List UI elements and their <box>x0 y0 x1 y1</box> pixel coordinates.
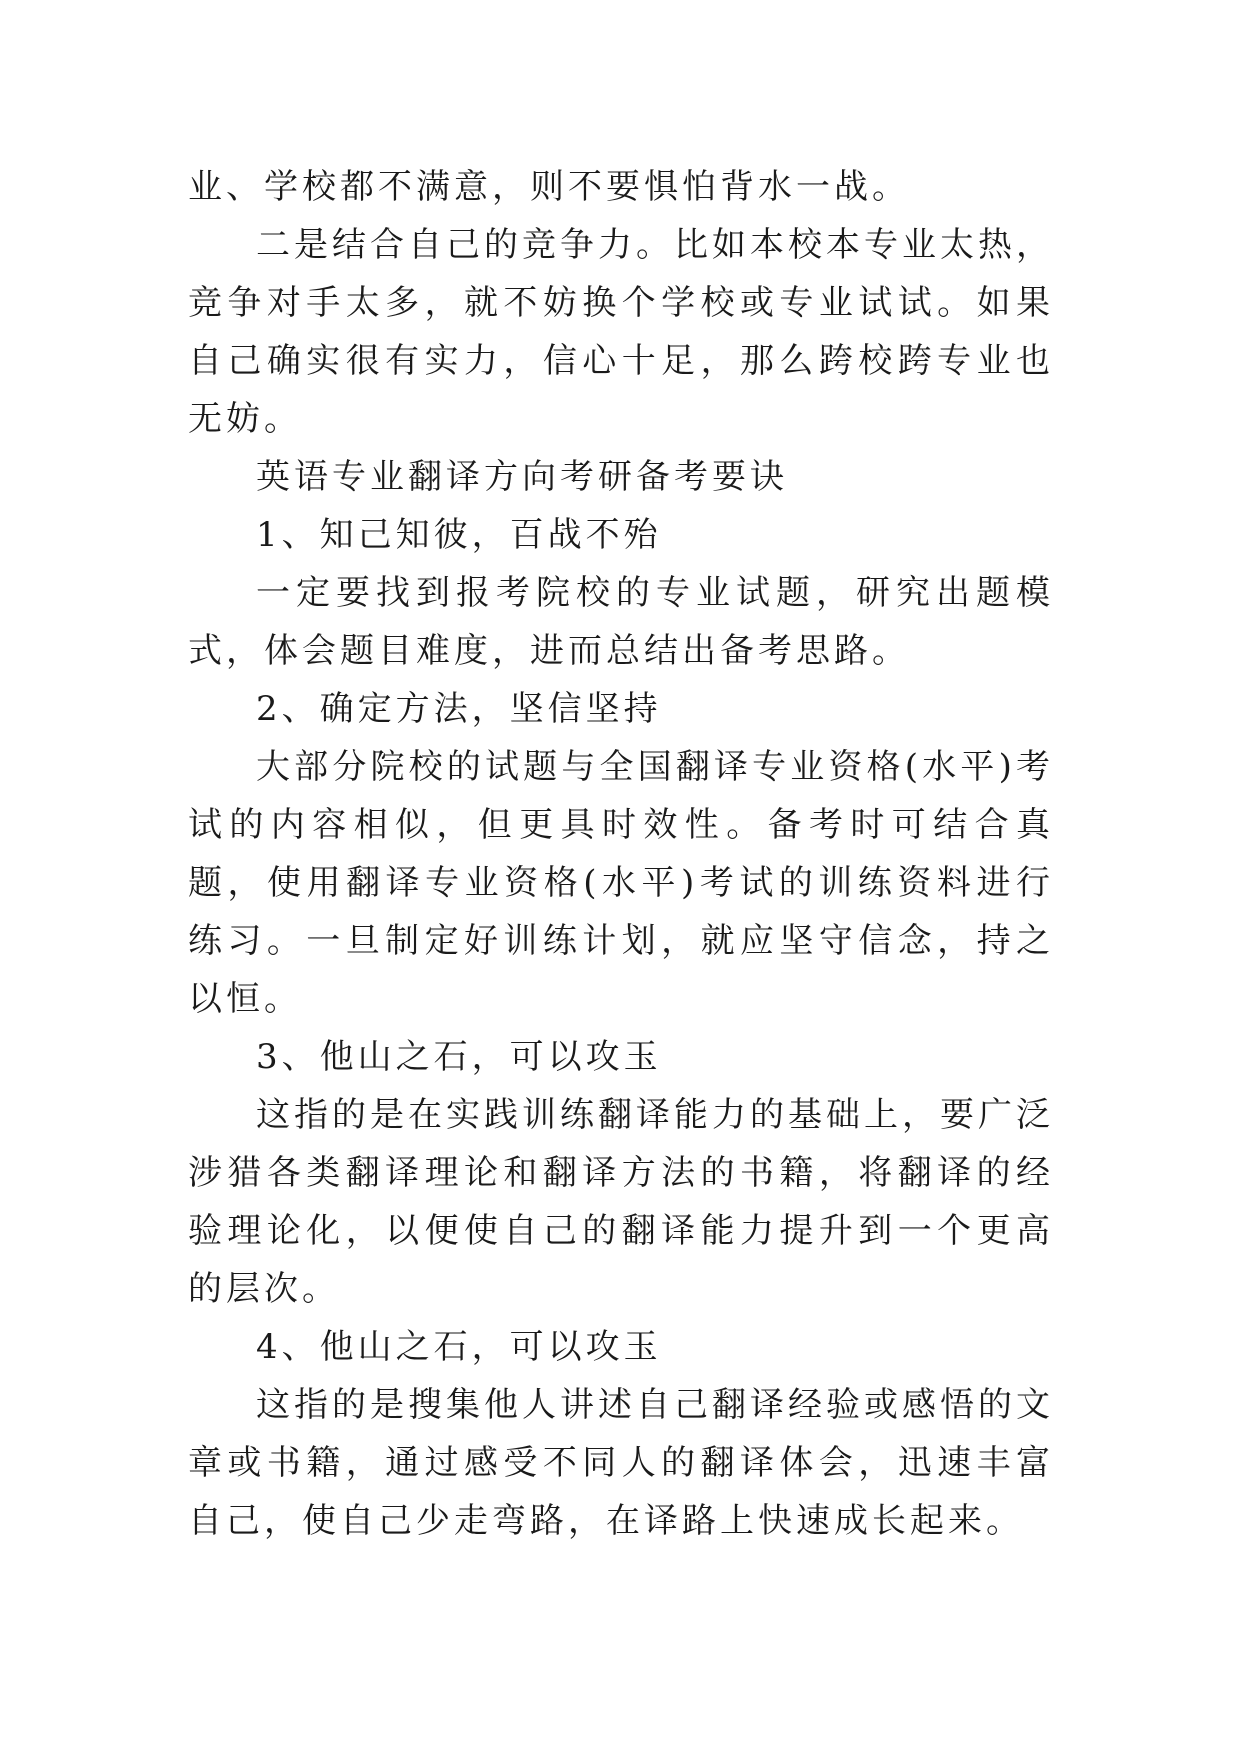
tip-body-4: 这指的是搜集他人讲述自己翻译经验或感悟的文章或书籍，通过感受不同人的翻译体会，迅速丰富自己，使自己少走弯路，在译路上快速成长起来。 <box>188 1385 1054 1541</box>
tip-heading-2: 2、确定方法，坚信坚持 <box>256 689 662 729</box>
tip-body-3: 这指的是在实践训练翻译能力的基础上，要广泛涉猎各类翻译理论和翻译方法的书籍，将翻译的经验理论化，以便使自己的翻译能力提升到一个更高的层次。 <box>188 1095 1054 1309</box>
paragraph-competitiveness: 二是结合自己的竞争力。比如本校本专业太热，竞争对手太多，就不妨换个学校或专业试试。如果自己确实很有实力，信心十足，那么跨校跨专业也无妨。 <box>188 225 1054 439</box>
paragraph-continuation: 业、学校都不满意，则不要惧怕背水一战。 <box>188 167 910 207</box>
tip-heading-1: 1、知己知彼，百战不殆 <box>256 515 662 555</box>
tip-body-2: 大部分院校的试题与全国翻译专业资格(水平)考试的内容相似，但更具时效性。备考时可结合真题，使用翻译专业资格(水平)考试的训练资料进行练习。一旦制定好训练计划，就应坚守信念，持之以恒。 <box>188 747 1054 1019</box>
section-heading: 英语专业翻译方向考研备考要诀 <box>256 457 788 497</box>
document-body <box>188 158 1054 1550</box>
tip-body-1: 一定要找到报考院校的专业试题，研究出题模式，体会题目难度，进而总结出备考思路。 <box>188 573 1054 671</box>
tip-heading-3: 3、他山之石，可以攻玉 <box>256 1037 662 1077</box>
tip-heading-4: 4、他山之石，可以攻玉 <box>256 1327 662 1367</box>
